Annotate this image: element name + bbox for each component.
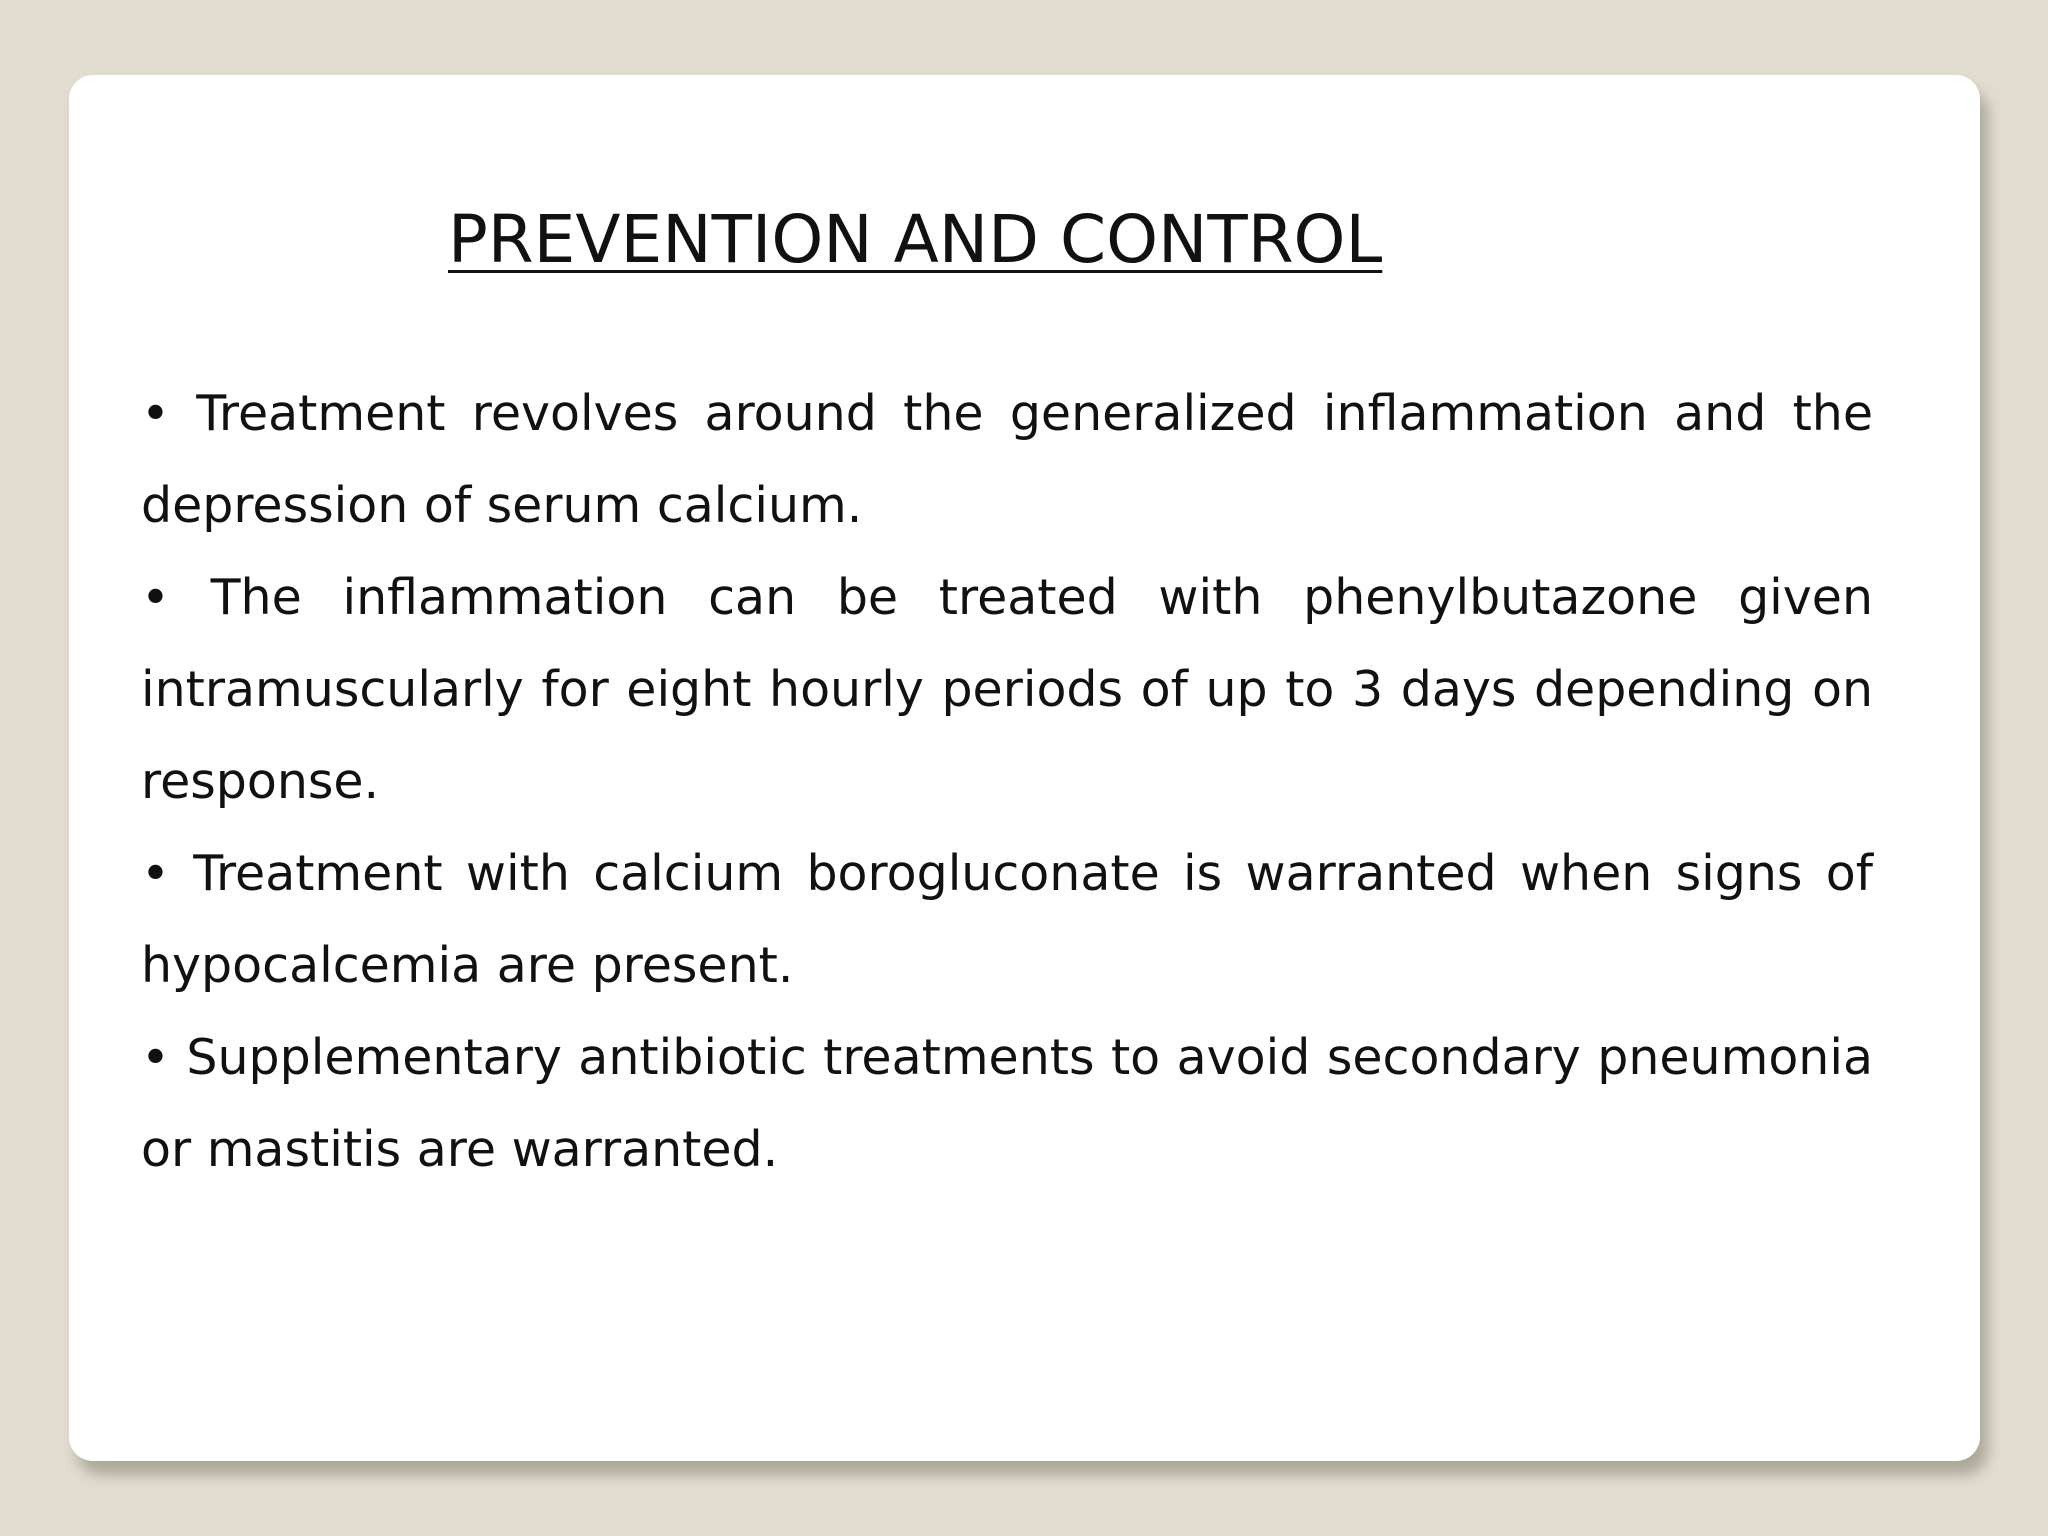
bullet-list [141, 368, 1873, 1196]
bullet-text: Treatment revolves around the generalized inflammation and the depression of serum calcium. [141, 385, 1873, 534]
bullet-marker: • [141, 1029, 170, 1086]
bullet-marker: • [141, 385, 170, 442]
bullet-item [141, 1012, 1873, 1196]
bullet-text: Treatment with calcium borogluconate is warranted when signs of hypocalcemia are present. [141, 845, 1873, 994]
bullet-text: The inflammation can be treated with phenylbutazone given intramuscularly for eight hourly periods of up to 3 days depending on response. [141, 569, 1873, 810]
bullet-item [141, 552, 1873, 828]
slide-title: PREVENTION AND CONTROL [448, 201, 1383, 278]
bullet-marker: • [141, 569, 170, 626]
bullet-item [141, 828, 1873, 1012]
bullet-item [141, 368, 1873, 552]
bullet-text: Supplementary antibiotic treatments to avoid secondary pneumonia or mastitis are warranted. [141, 1029, 1874, 1178]
bullet-marker: • [141, 845, 170, 902]
